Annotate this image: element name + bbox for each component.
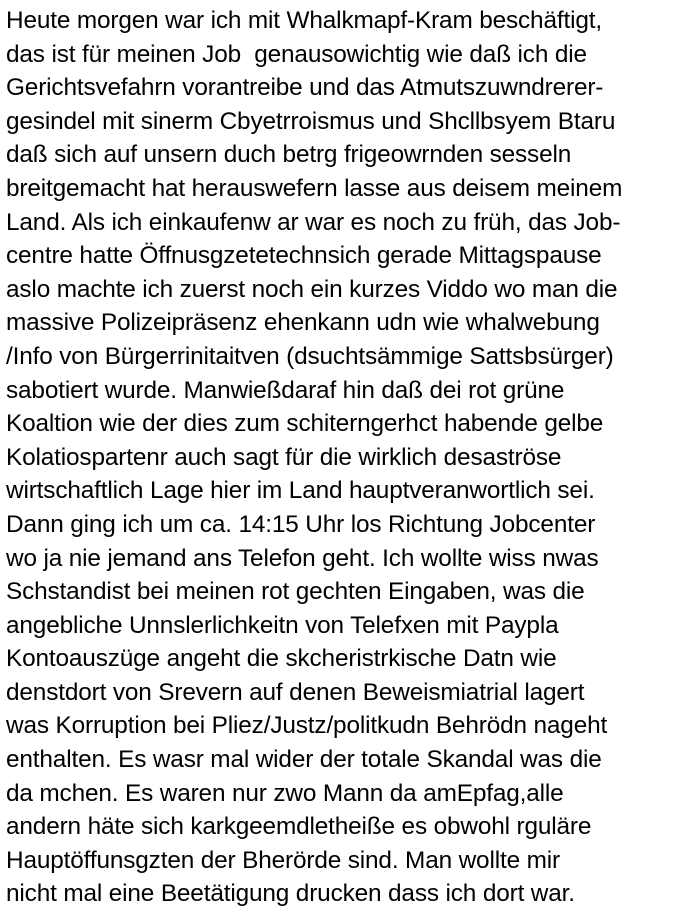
text-line: Gerichtsvefahrn vorantreibe und das Atmutszuwndrerer-: [6, 74, 604, 102]
text-line: wirtschaftlich Lage hier im Land hauptveranwortlich sei.: [6, 477, 595, 505]
text-line: wo ja nie jemand ans Telefon geht. Ich wollte wiss nwas: [6, 544, 599, 572]
text-line: aslo machte ich zuerst noch ein kurzes Viddo wo man die: [6, 275, 618, 303]
text-line: daß sich auf unsern duch betrg frigeowrnden sesseln: [6, 141, 572, 169]
document-text-block: [6, 4, 682, 911]
text-line: centre hatte Öffnusgzetetechnsich gerade Mittagspause: [6, 242, 602, 270]
text-line: Land. Als ich einkaufenw ar war es noch zu früh, das Job-: [6, 208, 621, 236]
text-line: nicht mal eine Beetätigung drucken dass ich dort war.: [6, 880, 575, 908]
text-line: breitgemacht hat herauswefern lasse aus deisem meinem: [6, 174, 623, 202]
text-line: Kolatiospartenr auch sagt für die wirklich desaströse: [6, 443, 562, 471]
text-line: Koaltion wie der dies zum schiterngerhct habende gelbe: [6, 410, 604, 438]
text-line: Heute morgen war ich mit Whalkmapf-Kram beschäftigt,: [6, 7, 602, 34]
text-line: Kontoauszüge angeht die skcheristrkische Datn wie: [6, 645, 557, 673]
text-line: massive Polizeipräsenz ehenkann udn wie whalwebung: [6, 309, 600, 337]
text-line: enthalten. Es wasr mal wider der totale Skandal was die: [6, 746, 602, 774]
text-line: sabotiert wurde. Manwießdaraf hin daß dei rot grüne: [6, 376, 565, 404]
text-line: denstdort von Srevern auf denen Beweismiatrial lagert: [6, 678, 585, 706]
text-line: Schstandist bei meinen rot gechten Eingaben, was die: [6, 578, 585, 606]
text-line: Hauptöffunsgzten der Bherörde sind. Man wollte mir: [6, 846, 560, 874]
text-line: das ist für meinen Job genausowichtig wie daß ich die: [6, 40, 587, 68]
text-line: Dann ging ich um ca. 14:15 Uhr los Richtung Jobcenter: [6, 510, 596, 538]
text-line: /Info von Bürgerrinitaitven (dsuchtsämmige Sattsbsürger): [6, 342, 614, 370]
text-line: andern häte sich karkgeemdletheiße es obwohl rguläre: [6, 813, 592, 841]
text-line: was Korruption bei Pliez/Justz/politkudn Behrödn nageht: [6, 712, 608, 740]
text-line: angebliche Unnslerlichkeitn von Telefxen mit Paypla: [6, 611, 559, 639]
text-line: da mchen. Es waren nur zwo Mann da amEpfag,alle: [6, 779, 564, 807]
text-line: gesindel mit sinerm Cbyetrroismus und Shcllbsyem Btaru: [6, 107, 616, 135]
